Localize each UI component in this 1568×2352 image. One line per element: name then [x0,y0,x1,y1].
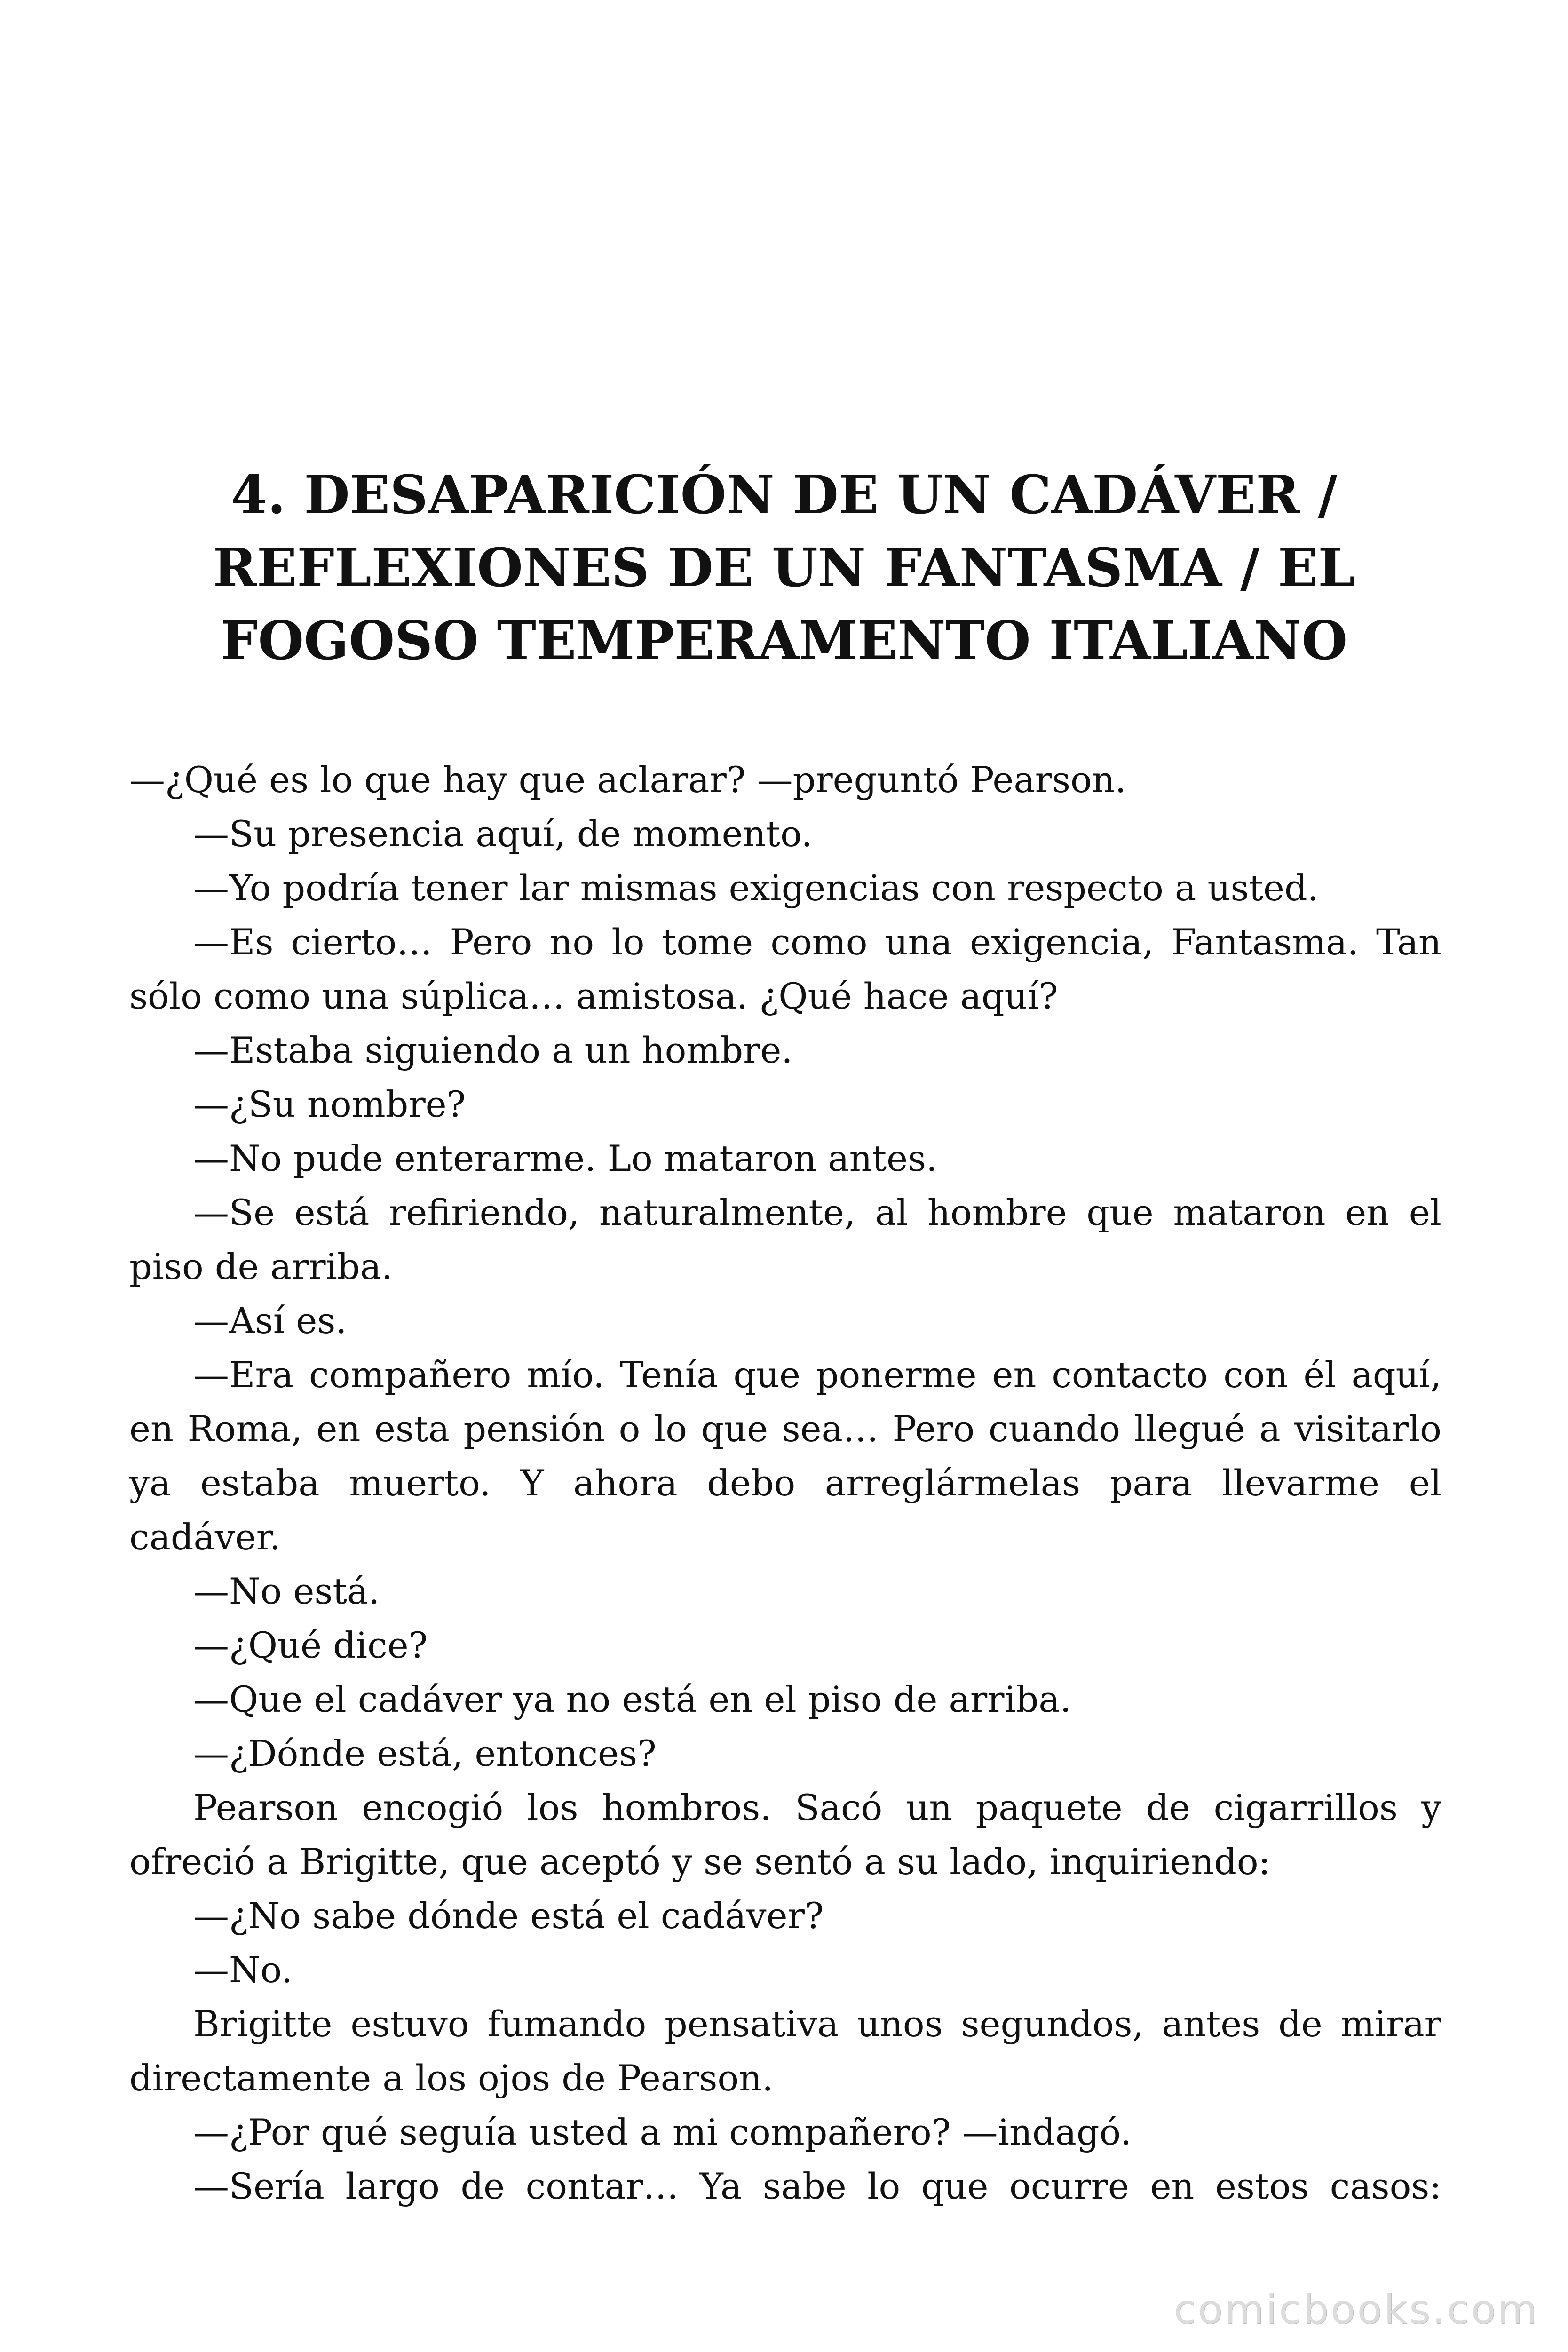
chapter-title-line: FOGOSO TEMPERAMENTO ITALIANO [220,610,1348,672]
paragraph: —¿Qué dice? [193,1624,428,1666]
body-text [129,753,1441,2213]
paragraph: —¿Qué es lo que hay que aclarar? —preguntó Pearson. [129,759,1126,801]
paragraph: —Yo podría tener lar mismas exigencias con respecto a usted. [193,867,1319,909]
paragraph: —Se está refiriendo, naturalmente, al hombre que mataron en el piso de arriba. [129,1192,1441,1287]
paragraph: —Es cierto… Pero no lo tome como una exigencia, Fantasma. Tan sólo como una súplica… amistosa. ¿Qué hace aquí? [129,921,1441,1017]
paragraph: —Su presencia aquí, de momento. [193,813,813,855]
chapter-title [0,459,1568,677]
paragraph: —Estaba siguiendo a un hombre. [193,1029,793,1071]
paragraph: —¿Por qué seguía usted a mi compañero? —indagó. [193,2111,1132,2153]
paragraph: —No. [193,1949,293,1991]
paragraph: Brigitte estuvo fumando pensativa unos segundos, antes de mirar directamente a los ojos de Pearson. [129,2003,1441,2099]
paragraph: —Que el cadáver ya no está en el piso de arriba. [193,1678,1071,1720]
paragraph: Pearson encogió los hombros. Sacó un paquete de cigarrillos y ofreció a Brigitte, que aceptó y se sentó a su lado, inquiriendo: [129,1787,1441,1883]
chapter-title-line: 4. DESAPARICIÓN DE UN CADÁVER / [230,464,1338,526]
paragraph: —No está. [193,1570,380,1612]
chapter-title-line: REFLEXIONES DE UN FANTASMA / EL [213,537,1355,599]
paragraph: —¿Su nombre? [193,1083,466,1125]
watermark: comicbooks.com [1173,2286,1539,2333]
paragraph: —¿No sabe dónde está el cadáver? [193,1895,824,1937]
paragraph: —Así es. [193,1300,347,1342]
paragraph: —¿Dónde está, entonces? [193,1732,657,1774]
paragraph: —Sería largo de contar… Ya sabe lo que ocurre en estos casos: [193,2165,1441,2207]
paragraph: —No pude enterarme. Lo mataron antes. [193,1137,938,1179]
paragraph: —Era compañero mío. Tenía que ponerme en contacto con él aquí, en Roma, en esta pensión o lo que sea… Pero cuando llegué a visitarlo ya estaba muerto. Y ahora debo arreglármelas para llevarme el cadáver. [129,1354,1441,1558]
